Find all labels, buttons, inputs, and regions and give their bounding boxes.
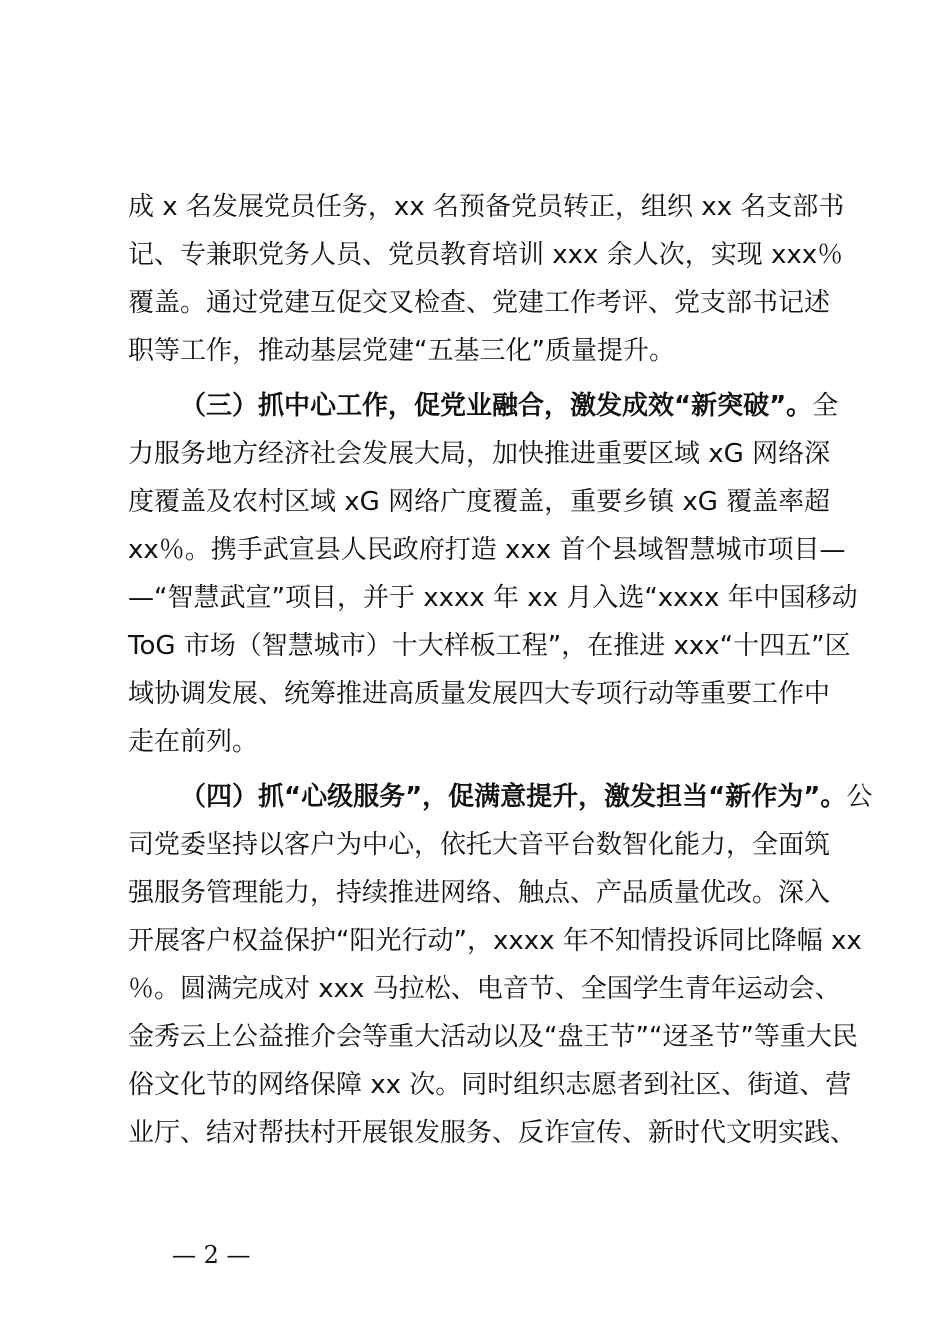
text-line: ToG 市场（智慧城市）十大样板工程”，在推进 xxx“十四五”区 [128,631,851,661]
text-line: 俗文化节的网络保障 xx 次。同时组织志愿者到社区、街道、营 [128,1070,852,1100]
text-line: —“智慧武宣”项目，并于 xxxx 年 xx 月入选“xxxx 年中国移动 [128,583,858,613]
text-line: 力服务地方经济社会发展大局，加快推进重要区域 xG 网络深 [128,439,831,469]
text-line: 度覆盖及农村区域 xG 网络广度覆盖，重要乡镇 xG 覆盖率超 [128,487,831,517]
text-line: 成 x 名发展党员任务，xx 名预备党员转正，组织 xx 名支部书 [128,192,845,222]
section-heading-line [180,782,872,812]
text-line: 金秀云上公益推介会等重大活动以及“盘王节”“迓圣节”等重大民 [128,1022,858,1052]
text-fragment: 公 [846,782,873,812]
text-line: 职等工作，推动基层党建“五基三化”质量提升。 [128,336,675,366]
section-heading: （三）抓中心工作，促党业融合，激发成效“新突破”。 [180,391,813,421]
text-line: ％。圆满完成对 xxx 马拉松、电音节、全国学生青年运动会、 [128,974,841,1004]
text-line: 记、专兼职党务人员、党员教育培训 xxx 余人次，实现 xxx％ [128,240,844,270]
text-line: 开展客户权益保护“阳光行动”，xxxx 年不知情投诉同比降幅 xx [128,926,862,956]
text-line: 覆盖。通过党建互促交叉检查、党建工作考评、党支部书记述 [128,288,831,318]
text-line: 走在前列。 [128,727,259,757]
text-line: 域协调发展、统筹推进高质量发展四大专项行动等重要工作中 [128,679,831,709]
text-line: 业厅、结对帮扶村开展银发服务、反诈宣传、新时代文明实践、 [128,1118,857,1148]
section-heading-line [180,391,838,421]
text-line: 司党委坚持以客户为中心，依托大音平台数智化能力，全面筑 [128,830,831,860]
text-line: xx％。携手武宣县人民政府打造 xxx 首个县域智慧城市项目— [128,535,846,565]
page-number: — 2 — [172,1241,251,1269]
text-line: 强服务管理能力，持续推进网络、触点、产品质量优改。深入 [128,878,831,908]
text-fragment: 全 [812,391,839,421]
section-heading: （四）抓“心级服务”，促满意提升，激发担当“新作为”。 [180,782,847,812]
